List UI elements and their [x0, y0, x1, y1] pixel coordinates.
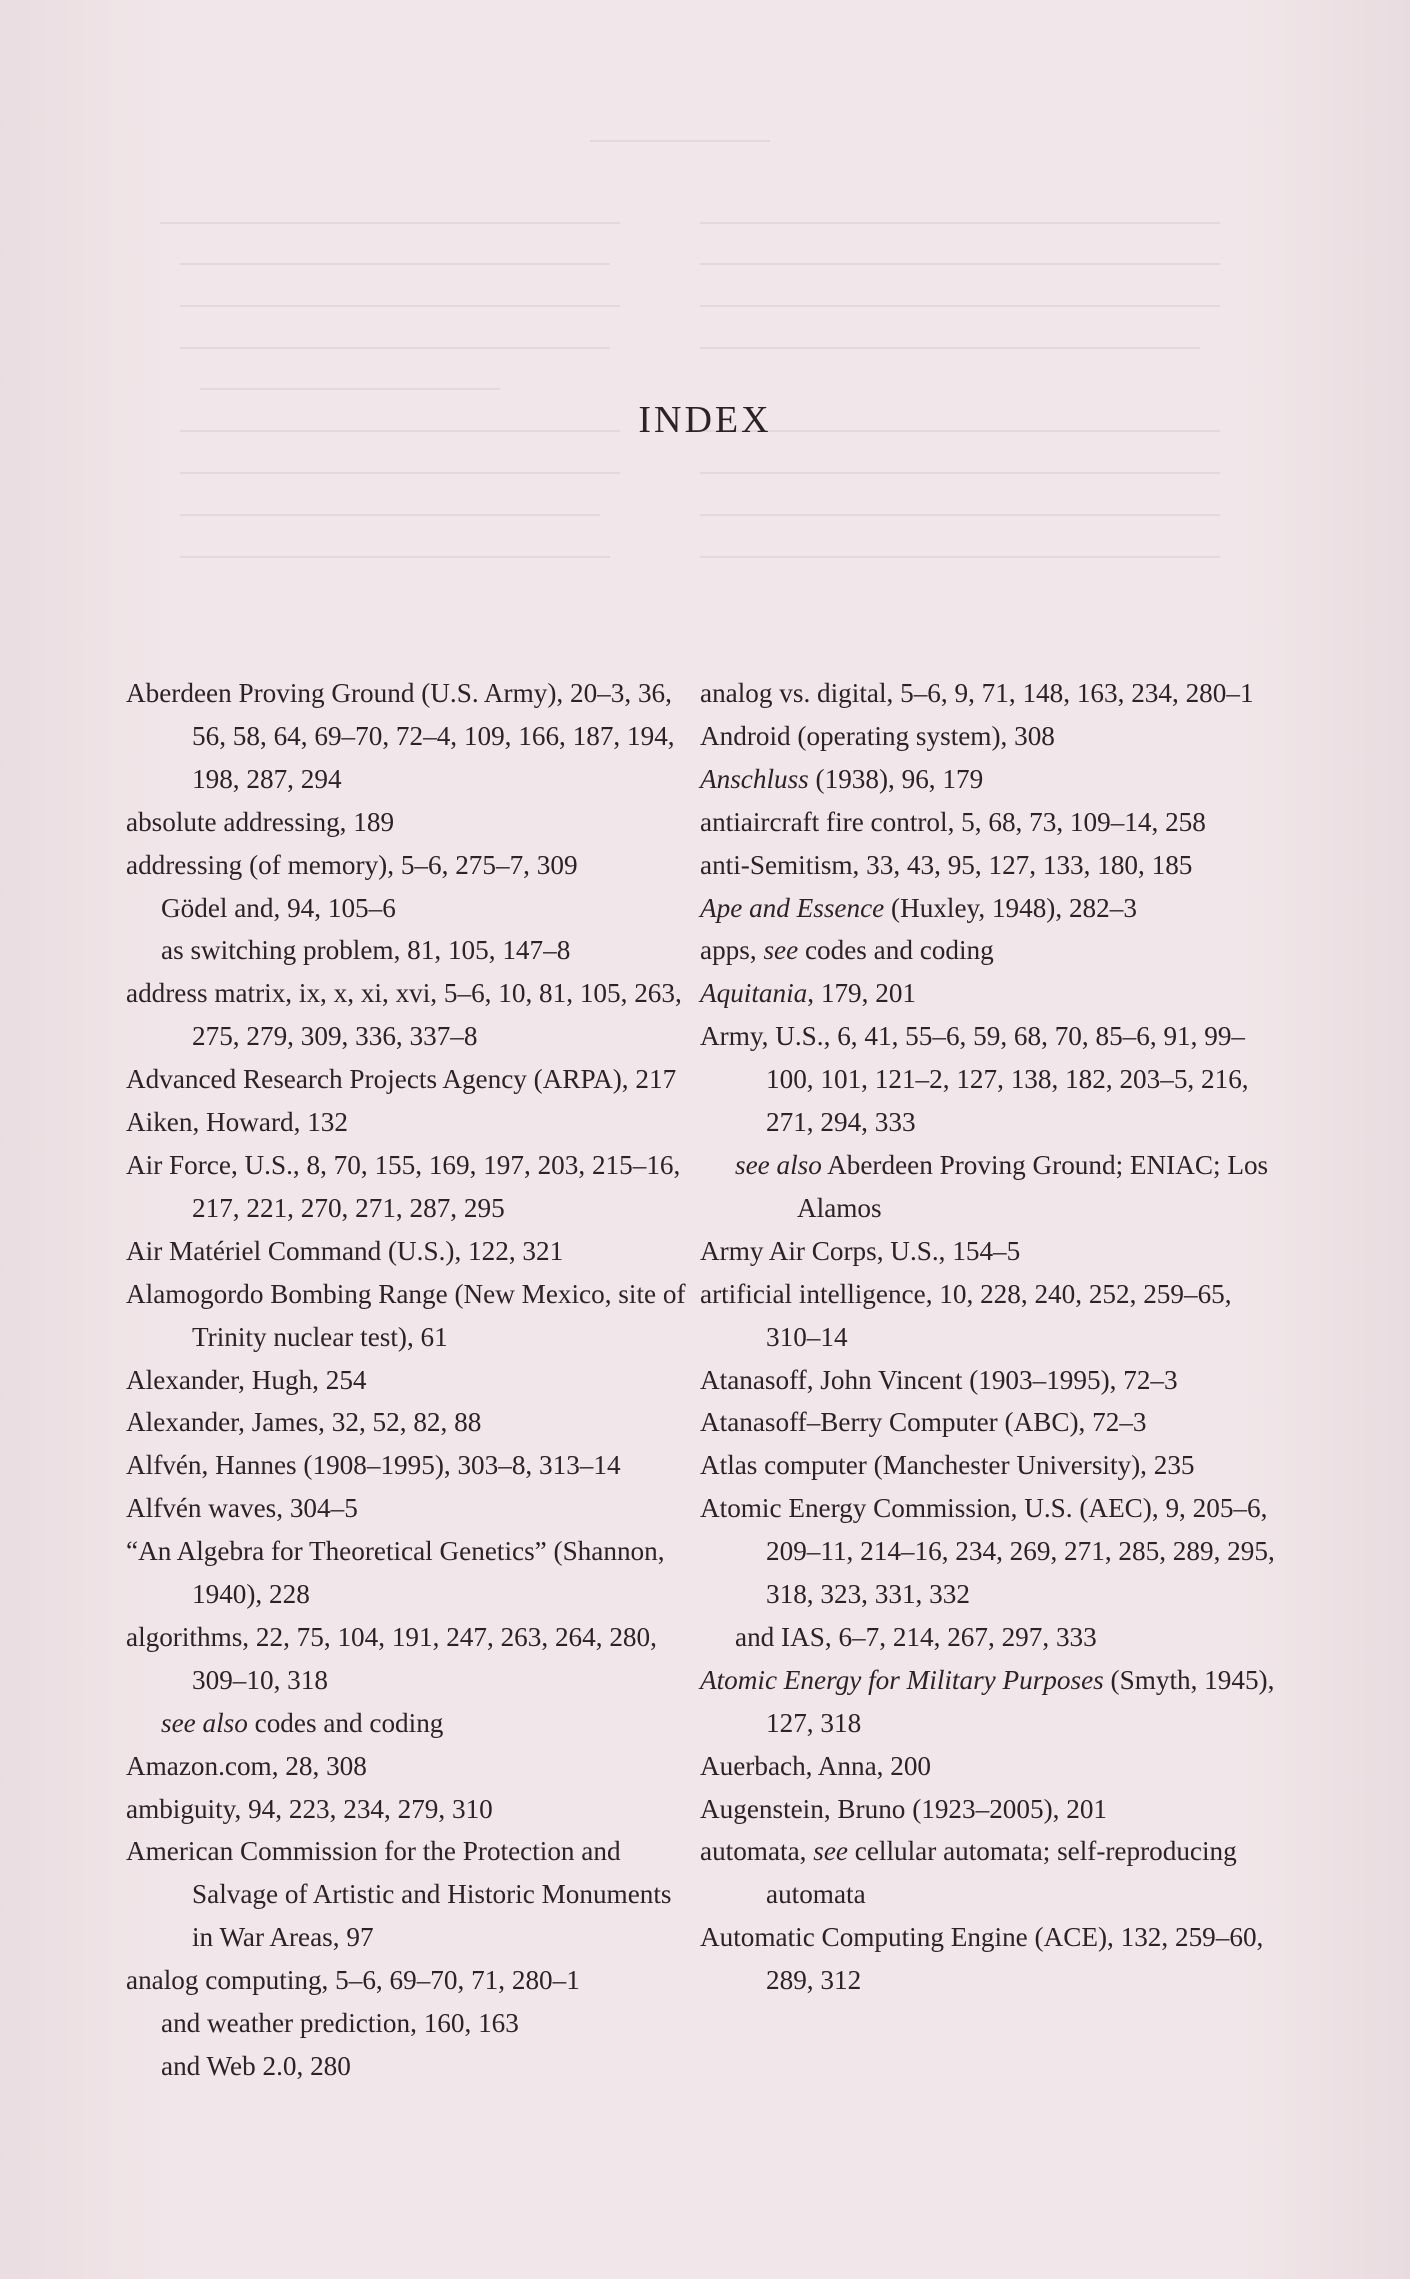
index-column-left — [126, 672, 686, 2088]
index-entry: Alfvén waves, 304–5 — [126, 1493, 358, 1524]
index-entry — [700, 887, 1280, 930]
index-subentry: and IAS, 6–7, 214, 267, 297, 333 — [735, 1621, 1097, 1652]
cross-reference-label: see — [813, 1836, 848, 1867]
index-subentry: Gödel and, 94, 105–6 — [161, 892, 396, 923]
index-entry — [700, 1659, 1280, 1745]
index-entry — [700, 929, 1280, 972]
index-entry: ambiguity, 94, 223, 234, 279, 310 — [126, 1793, 493, 1824]
cross-reference-label: see — [763, 935, 799, 966]
index-entry: Army Air Corps, U.S., 154–5 — [700, 1235, 1021, 1266]
cross-reference-label: see also — [161, 1707, 248, 1738]
italic-title: Anschluss — [700, 763, 809, 794]
index-entry: Alamogordo Bombing Range (New Mexico, site of Trinity nuclear test), 61 — [126, 1278, 686, 1352]
index-entry: absolute addressing, 189 — [126, 806, 395, 837]
index-entry: Aiken, Howard, 132 — [126, 1107, 348, 1138]
index-entry: Atanasoff–Berry Computer (ABC), 72–3 — [700, 1407, 1147, 1438]
index-entry: “An Algebra for Theoretical Genetics” (Shannon, 1940), 228 — [126, 1536, 665, 1610]
entry-text: (1938), 96, 179 — [808, 763, 984, 794]
index-column-right — [700, 672, 1280, 2002]
index-entry: Automatic Computing Engine (ACE), 132, 259–60, 289, 312 — [700, 1922, 1264, 1996]
index-entry: Alfvén, Hannes (1908–1995), 303–8, 313–14 — [126, 1450, 621, 1481]
index-entry: anti-Semitism, 33, 43, 95, 127, 133, 180, 185 — [700, 849, 1193, 880]
italic-title: Atomic Energy for Military Purposes — [700, 1664, 1104, 1695]
index-entry: American Commission for the Protection and Salvage of Artistic and Historic Monuments in War Areas, 97 — [126, 1836, 672, 1953]
index-entry: addressing (of memory), 5–6, 275–7, 309 — [126, 849, 578, 880]
entry-text: (Huxley, 1948), 282–3 — [884, 892, 1137, 923]
entry-text: , 179, 201 — [807, 978, 916, 1009]
index-entry: Augenstein, Bruno (1923–2005), 201 — [700, 1793, 1108, 1824]
index-subentry — [700, 1144, 1280, 1230]
index-entry: algorithms, 22, 75, 104, 191, 247, 263, 264, 280, 309–10, 318 — [126, 1621, 657, 1695]
index-entry: artificial intelligence, 10, 228, 240, 252, 259–65, 310–14 — [700, 1278, 1232, 1352]
index-entry: Army, U.S., 6, 41, 55–6, 59, 68, 70, 85–6, 91, 99–100, 101, 121–2, 127, 138, 182, 203–5, 216, 271, 294, 333 — [700, 1021, 1249, 1138]
entry-head: automata, — [700, 1836, 814, 1867]
index-subentry — [126, 1702, 686, 1745]
index-entry: Advanced Research Projects Agency (ARPA), 217 — [126, 1064, 677, 1095]
cross-reference-label: see also — [735, 1149, 822, 1180]
index-subentry: as switching problem, 81, 105, 147–8 — [161, 935, 571, 966]
index-entry — [700, 1830, 1280, 1916]
cross-reference-text: codes and coding — [247, 1707, 444, 1738]
index-subentry: and weather prediction, 160, 163 — [161, 2008, 519, 2039]
entry-text: cellular automata; self-reproducing automata — [766, 1836, 1237, 1910]
index-entry: Aberdeen Proving Ground (U.S. Army), 20–3, 36, 56, 58, 64, 69–70, 72–4, 109, 166, 187, 194, 198, 287, 294 — [126, 678, 675, 794]
index-entry — [700, 758, 1280, 801]
entry-text: (Smyth, 1945), 127, 318 — [766, 1664, 1275, 1738]
page-title: INDEX — [638, 399, 772, 441]
italic-title: Ape and Essence — [700, 892, 885, 923]
index-entry: Auerbach, Anna, 200 — [700, 1750, 932, 1781]
entry-head: apps, — [700, 935, 764, 966]
index-entry: antiaircraft fire control, 5, 68, 73, 109–14, 258 — [700, 806, 1206, 837]
index-entry: Amazon.com, 28, 308 — [126, 1750, 367, 1781]
entry-text: codes and coding — [798, 935, 994, 966]
index-entry: Atomic Energy Commission, U.S. (AEC), 9, 205–6, 209–11, 214–16, 234, 269, 271, 285, 289, 295, 318, 323, 331, 332 — [700, 1493, 1275, 1610]
index-entry: analog computing, 5–6, 69–70, 71, 280–1 — [126, 1965, 580, 1996]
index-entry: Alexander, James, 32, 52, 82, 88 — [126, 1407, 482, 1438]
index-entry: Air Matériel Command (U.S.), 122, 321 — [126, 1235, 564, 1266]
index-entry: analog vs. digital, 5–6, 9, 71, 148, 163, 234, 280–1 — [700, 678, 1254, 708]
index-subentry: and Web 2.0, 280 — [161, 2051, 351, 2081]
cross-reference-text: Aberdeen Proving Ground; ENIAC; Los Alamos — [797, 1149, 1269, 1223]
index-entry: address matrix, ix, x, xi, xvi, 5–6, 10, 81, 105, 263, 275, 279, 309, 336, 337–8 — [126, 978, 682, 1052]
index-entry: Air Force, U.S., 8, 70, 155, 169, 197, 203, 215–16, 217, 221, 270, 271, 287, 295 — [126, 1149, 681, 1223]
index-entry — [700, 972, 1280, 1015]
index-entry: Atanasoff, John Vincent (1903–1995), 72–3 — [700, 1364, 1178, 1395]
italic-title: Aquitania — [700, 978, 808, 1009]
index-entry: Android (operating system), 308 — [700, 720, 1055, 751]
index-entry: Atlas computer (Manchester University), 235 — [700, 1450, 1195, 1481]
index-entry: Alexander, Hugh, 254 — [126, 1364, 367, 1395]
